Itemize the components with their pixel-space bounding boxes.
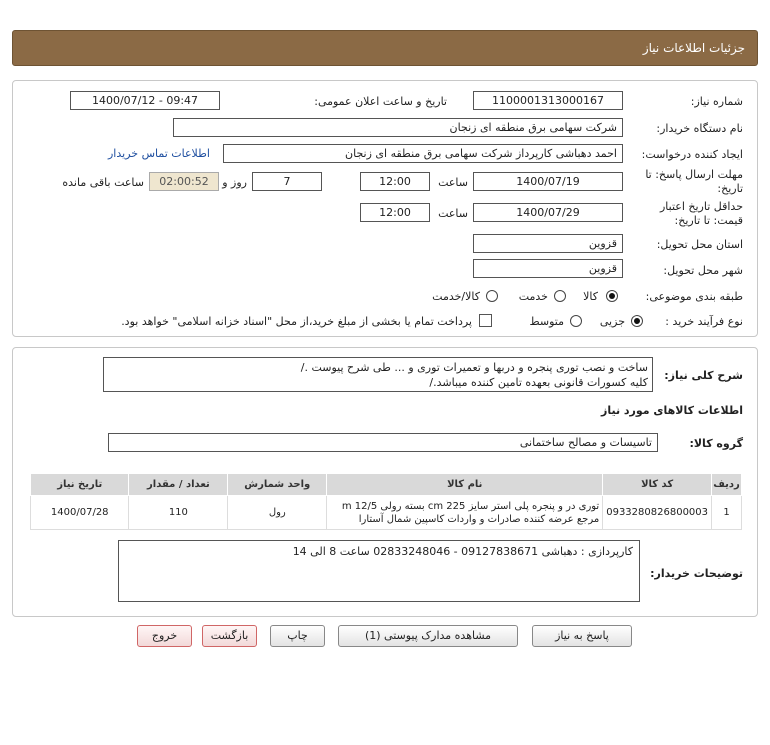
- city-field: قزوین: [473, 259, 623, 278]
- cell-name-line-1: توری در و پنجره پلی استر سایز cm 225 بسته رولی m 12/5: [341, 500, 600, 512]
- goods-section-title: اطلاعات کالاهای مورد نیاز: [601, 404, 743, 417]
- buyer-notes-text: کارپردازی : دهباشی 09127838671 - 02833248046 ساعت 8 الی 14: [292, 545, 633, 558]
- attachments-button[interactable]: مشاهده مدارک پیوستی (1): [338, 625, 518, 647]
- process-label: نوع فرآیند خرید :: [665, 315, 743, 328]
- remaining-time-label: ساعت باقی مانده: [62, 176, 144, 189]
- treasury-checkbox[interactable]: [479, 314, 492, 327]
- goods-group-field: تاسیسات و مصالح ساختمانی: [108, 433, 658, 452]
- cell-unit: رول: [228, 496, 327, 530]
- buyer-org-label: نام دستگاه خریدار:: [656, 122, 743, 135]
- reply-button[interactable]: پاسخ به نیاز: [532, 625, 632, 647]
- buyer-notes-box: [118, 540, 640, 602]
- validity-time-field: 12:00: [360, 203, 430, 222]
- cell-date: 1400/07/28: [31, 496, 129, 530]
- col-name: نام کالا: [327, 474, 603, 496]
- province-label: استان محل تحویل:: [656, 238, 743, 251]
- province-field: قزوین: [473, 234, 623, 253]
- validity-date-field: 1400/07/29: [473, 203, 623, 222]
- summary-line-1: ساخت و نصب توری پنجره و دربها و تعمیرات توری و ... طی شرح پیوست ./: [300, 361, 648, 374]
- process-option-minor: جزیی: [599, 315, 625, 328]
- contact-info-link-text: اطلاعات تماس خریدار: [108, 147, 210, 160]
- print-button[interactable]: چاپ: [270, 625, 325, 647]
- cell-name: [327, 496, 603, 530]
- cell-row: 1: [712, 496, 742, 530]
- col-qty: تعداد / مقدار: [129, 474, 228, 496]
- table-row: [31, 496, 742, 530]
- cell-qty: 110: [129, 496, 228, 530]
- summary-label: شرح کلی نیاز:: [664, 369, 743, 382]
- reply-deadline-text: مهلت ارسال پاسخ: تا تاریخ:: [645, 168, 743, 195]
- category-option-goods: کالا: [583, 290, 598, 303]
- announce-field: 1400/07/12 - 09:47: [70, 91, 220, 110]
- category-radio-goods-service[interactable]: [486, 290, 498, 302]
- summary-box: [103, 357, 653, 392]
- validity-time-label: ساعت: [438, 207, 468, 220]
- need-number-field: 1100001313000167: [473, 91, 623, 110]
- summary-line-2: کلیه کسورات قانونی بعهده تامین کننده میباشد./: [429, 376, 648, 389]
- need-number-label: شماره نیاز:: [690, 95, 743, 108]
- announce-label: تاریخ و ساعت اعلان عمومی:: [314, 95, 447, 108]
- validity-text: حداقل تاریخ اعتبار قیمت: تا تاریخ:: [659, 200, 743, 227]
- page-header: [12, 30, 758, 66]
- goods-table-header: [31, 474, 742, 496]
- creator-label: ایجاد کننده درخواست:: [641, 148, 743, 161]
- city-label: شهر محل تحویل:: [663, 264, 743, 277]
- buyer-notes-label: توضیحات خریدار:: [650, 567, 743, 580]
- category-option-goods-service: کالا/خدمت: [432, 290, 480, 303]
- category-label: طبقه بندی موضوعی:: [645, 290, 743, 303]
- days-field: 7: [252, 172, 322, 191]
- page-title: جزئیات اطلاعات نیاز: [642, 41, 745, 55]
- category-option-service: خدمت: [518, 290, 548, 303]
- process-radio-minor[interactable]: [631, 315, 643, 327]
- treasury-note: پرداخت تمام یا بخشی از مبلغ خرید،از محل "اسناد خزانه اسلامی" خواهد بود.: [121, 315, 472, 328]
- remaining-time-field: 02:00:52: [149, 172, 219, 191]
- cell-code: 0933280826800003: [603, 496, 712, 530]
- process-option-medium: متوسط: [529, 315, 564, 328]
- process-radio-medium[interactable]: [570, 315, 582, 327]
- days-label: روز و: [222, 176, 247, 189]
- exit-button[interactable]: خروج: [137, 625, 192, 647]
- reply-time-label: ساعت: [438, 176, 468, 189]
- back-button[interactable]: بازگشت: [202, 625, 257, 647]
- reply-deadline-label: [643, 168, 743, 196]
- col-row: ردیف: [712, 474, 742, 496]
- col-date: تاریخ نیاز: [31, 474, 129, 496]
- goods-table: [30, 473, 742, 530]
- creator-field: احمد دهباشی کارپرداز شرکت سهامی برق منطقه ای زنجان: [223, 144, 623, 163]
- category-radio-goods[interactable]: [606, 290, 618, 302]
- col-unit: واحد شمارش: [228, 474, 327, 496]
- reply-date-field: 1400/07/19: [473, 172, 623, 191]
- col-code: کد کالا: [603, 474, 712, 496]
- cell-name-line-2: مرجع عرضه کننده صادرات و واردات کاسپین شمال آستارا: [358, 513, 600, 525]
- validity-label: [643, 200, 743, 228]
- buyer-org-field: شرکت سهامی برق منطقه ای زنجان: [173, 118, 623, 137]
- contact-info-link[interactable]: [108, 147, 210, 160]
- goods-group-label: گروه کالا:: [689, 437, 743, 450]
- reply-time-field: 12:00: [360, 172, 430, 191]
- category-radio-service[interactable]: [554, 290, 566, 302]
